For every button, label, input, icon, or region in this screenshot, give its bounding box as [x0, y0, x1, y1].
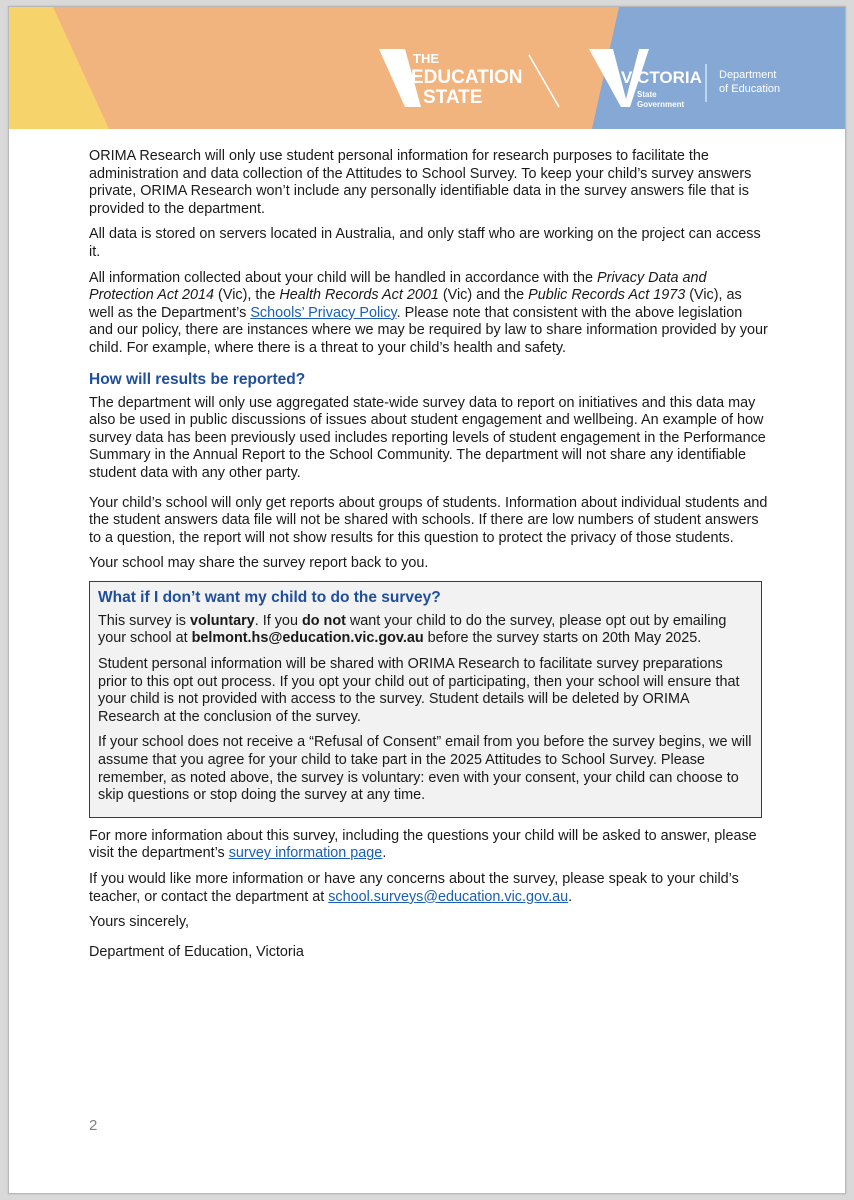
paragraph-share-report: Your school may share the survey report back to you.	[89, 555, 429, 572]
survey-information-link[interactable]: survey information page	[228, 845, 383, 862]
contact-email-link[interactable]: school.surveys@education.vic.gov.au	[328, 888, 569, 905]
paragraph-data-storage: All data is stored on servers located in Australia, and only staff who are working on the project can access it.	[89, 226, 761, 260]
logo-government: Government	[637, 100, 685, 109]
privacy-policy-link[interactable]: Schools’ Privacy Policy	[250, 304, 397, 321]
logo-department: Department	[719, 69, 777, 81]
logo-victoria: VICTORIA	[621, 68, 702, 87]
signoff: Yours sincerely,	[89, 914, 189, 931]
logo-state: STATE	[423, 87, 483, 108]
opt-out-refusal: If your school does not receive a “Refusal of Consent” email from you before the survey begins, we will assume that you agree for your child to take part in the 2025 Attitudes to School Survey. Please remember, as noted above, the survey is voluntary: even with your consent, your child can choose to skip questions or stop doing the survey at any time.	[98, 734, 752, 804]
logo-state-small: State	[637, 90, 657, 99]
paragraph-contact: If you would like more information or have any concerns about the survey, please speak to your child’s teacher, or contact the department at school.surveys@education.vic.gov.au.	[89, 871, 739, 905]
letter-body	[89, 148, 769, 969]
opt-out-preparations: Student personal information will be shared with ORIMA Research to facilitate survey preparations prior to this opt out process. If you opt your child out of participating, then your school will ensure that your child is not provided with access to the survey. Student details will be deleted by ORIMA Research at the conclusion of the survey.	[98, 656, 740, 725]
logo-of-education: of Education	[719, 83, 781, 95]
paragraph-more-info: For more information about this survey, including the questions your child will be asked to answer, please visit the department’s survey information page.	[89, 827, 757, 862]
logo-education: EDUCATION	[411, 67, 523, 88]
opt-out-box	[89, 581, 762, 818]
school-email: belmont.hs@education.vic.gov.au	[191, 630, 424, 647]
paragraph-aggregated-data: The department will only use aggregated state-wide survey data to report on initiatives and this data may also be used in public discussions of issues about student engagement and wellbeing. An example of how survey data has been previously used includes reporting levels of student engagement in the Performance Summary in the Annual Report to the School Community. The department will not share any identifiable student data with any other party.	[89, 394, 766, 481]
paragraph-orima-use: ORIMA Research will only use student personal information for research purposes to facilitate the administration and data collection of the Attitudes to School Survey. To keep your child’s survey answers private, ORIMA Research won’t include any personally identifiable data in the survey answers file that is provided to the department.	[89, 148, 752, 217]
page-number: 2	[89, 1117, 98, 1134]
header-banner	[9, 7, 845, 129]
heading-results-reported: How will results be reported?	[89, 370, 306, 388]
opt-out-voluntary: This survey is voluntary. If you do not want your child to do the survey, please opt out by emailing your school at belmont.hs@education.vic.gov.au before the survey starts on 20th May 2025.	[98, 612, 727, 647]
paragraph-legislation: All information collected about your child will be handled in accordance with the Privacy Data and Protection Act 2014 (Vic), the Health Records Act 2001 (Vic) and the Public Records Act 1973 (Vic), as well as the Department’s Schools’ Privacy Policy. Please note that consistent with the above legislation and our policy, there are instances where we may be required by law to share information provided by your child. For example, where there is a threat to your child’s health and safety.	[89, 269, 768, 356]
logo-the: THE	[413, 51, 439, 66]
document-page	[8, 6, 846, 1194]
signature: Department of Education, Victoria	[89, 943, 304, 960]
paragraph-school-reports: Your child’s school will only get reports about groups of students. Information about individual students and the student answers data file will not be shared with schools. If there are low numbers of student answers to a question, the report will not show results for this question to protect the privacy of those students.	[89, 494, 768, 546]
opt-out-heading: What if I don’t want my child to do the survey?	[98, 588, 441, 606]
